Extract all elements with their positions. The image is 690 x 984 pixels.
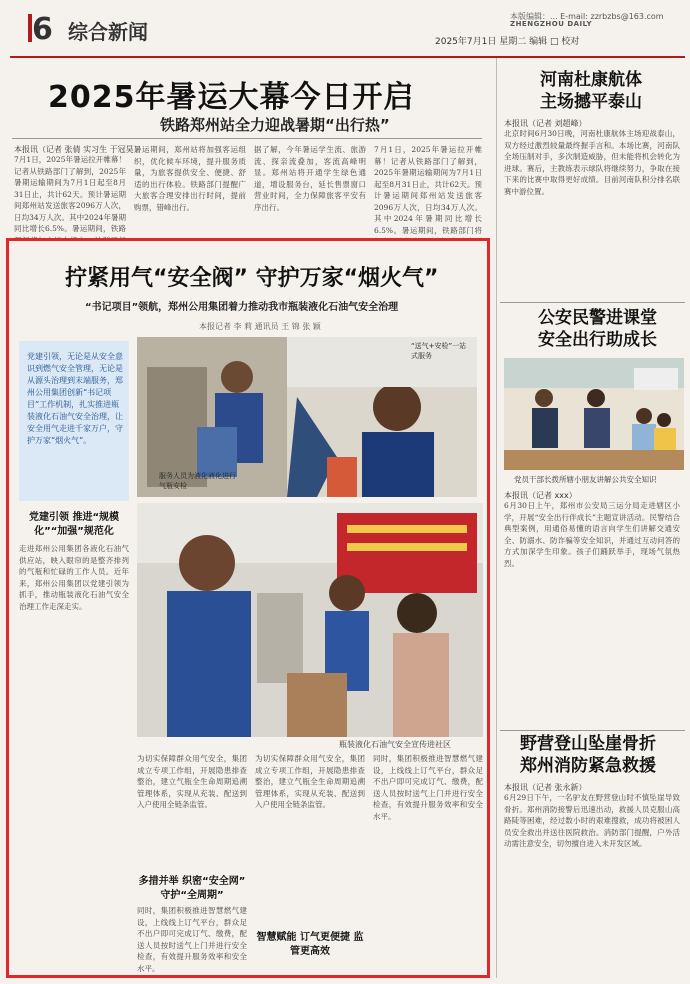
feature-byline: 本报记者 李 莉 通讯员 王 锦 张 颖 <box>199 322 321 331</box>
right-story-3-body: 6月29日下午，一名驴友在野营登山时不慎坠崖导致骨折。郑州消防接警后迅速出动，救援人员克服山高路陡等困难，经过数小时的艰难搜救，成功将被困人员安全救出并送往医院救治。消防部门提醒，户外活动需注意安全，切勿擅自进入未开发区域。 <box>504 793 680 848</box>
right-story-2-byline: 本报讯（记者 xxx） <box>504 491 577 500</box>
top-story-column-1: 7月1日，2025年暑运拉开帷幕！记者从铁路部门了解到，2025年暑期运输期间为7月1日起至8月31日止，共计62天。预计暑运期间郑州站发送旅客2096万人次，日均34万人次。其中2024年暑期同比增长6.5%。暑运期间，铁路 <box>14 155 126 233</box>
right-story-1-body: 北京时间6月30日晚，河南杜康航体主场迎战泰山，双方经过激烈较量最终握手言和。本场比赛，河南队全场压制对手，多次制造威胁，但未能将机会转化为进球。赛后，主教练表示球队将继续努力，争取在接下来的比赛中取得更好成绩。目前河南队积分排名联赛中游位置。 <box>504 129 680 196</box>
feature-annotation: “送气+安检”一站式服务 <box>411 342 467 360</box>
top-story-headline: 2025年暑运大幕今日开启 <box>48 80 415 115</box>
masthead-email: 本版编辑：... E-mail: zzrbzbs@163.com <box>510 12 664 21</box>
divider <box>500 730 685 731</box>
feature-photo-label: 服务人员为液化液化进行气瓶安检 <box>159 472 236 490</box>
right-story-2-headline-line2: 安全出行助成长 <box>538 330 657 350</box>
masthead <box>10 6 685 58</box>
top-story-column-3: 据了解，今年暑运学生流、旅游流、探亲流叠加，客流高峰明显。郑州站将开通学生绿色通道，增设服务台，延长售票窗口营业时间，全力保障旅客平安有序出行。 <box>254 145 366 212</box>
column-divider <box>496 58 497 978</box>
section-name: 综合新闻 <box>68 20 148 44</box>
top-story-column-2: 暑运期间，郑州站将加强客运组织，优化候车环境，提升服务质量，为旅客提供安全、便捷、舒适的出行体验。铁路部门提醒广大旅客合理安排出行时间，提前购票，错峰出行。 <box>134 145 246 212</box>
feature-column-2b: 同时，集团积极推进智慧燃气建设，上线线上订气平台，群众足不出户即可完成订气、缴费，配送人员按时送气上门并进行安全检查，有效提升服务效率和安全水平。 <box>137 906 247 973</box>
top-story-byline: 本报讯（记者 张倩 实习生 于冠昊） <box>14 145 142 154</box>
top-story-column-4: 7月1日，2025年暑运拉开帷幕！记者从铁路部门了解到，2025年暑期运输期间为7月1日起至8月31日止，共计62天。预计暑运期间郑州站发送旅客2096万人次，日均34万人次。其中2024年暑期同比增长6.5%。暑运期间，铁路部门将 <box>374 145 482 235</box>
feature-section-2-heading: 多措并举 织密“安全网” 守护“全周期” <box>138 876 246 901</box>
feature-lead-text: 党建引领，无论是从安全意识到燃气安全管理，无论是从源头治理到末端服务，郑州公用集团创新“书记项目”工作机制，扎实推进瓶装液化石油气安全治理，让安全用气走进千家万户，守护万家“烟火气”。 <box>27 352 123 445</box>
feature-section-3-heading: 智慧赋能 订气更便捷 监管更高效 <box>256 932 364 957</box>
newspaper-logo <box>602 12 684 36</box>
feature-headline: 拧紧用气“安全阀” 守护万家“烟火气” <box>65 266 439 291</box>
police-classroom-photo <box>504 358 684 470</box>
feature-column-3: 为切实保障群众用气安全，集团成立专项工作组，开展隐患排查整治，建立气瓶全生命周期追溯管理体系，实现从充装、配送到入户使用全链条监管。 <box>255 754 365 809</box>
page-number: 6 <box>32 12 53 47</box>
right-story-2-body: 6月30日上午，郑州市公安局三运分局走进辖区小学，开展“安全出行伴成长”主题宣讲活动。民警结合典型案例，用通俗易懂的语言向学生们讲解交通安全、防溺水、防诈骗等安全知识，并通过互动问答的方式加深学生印象。孩子们踊跃举手，现场气氛热烈。 <box>504 501 680 568</box>
feature-column-2: 为切实保障群众用气安全，集团成立专项工作组，开展隐患排查整治，建立气瓶全生命周期追溯管理体系，实现从充装、配送到入户使用全链条监管。 <box>137 754 247 809</box>
feature-section-1-heading: 党建引领 推进“规模化”“加强”规范化 <box>28 512 120 537</box>
feature-main-photo <box>137 503 483 737</box>
feature-article-box <box>6 238 490 978</box>
feature-photo-caption: 瓶装液化石油气安全宣传进社区 <box>339 740 451 749</box>
right-story-1-byline: 本报讯（记者 刘超峰） <box>504 119 587 128</box>
right-story-1-headline-line2: 主场撼平泰山 <box>540 92 642 112</box>
top-story-subhead: 铁路郑州站全力迎战暑期“出行热” <box>160 116 390 134</box>
feature-column-1: 走进郑州公用集团各液化石油气供应站，映入眼帘的是整齐排列的气瓶和忙碌的工作人员。近年来，郑州公用集团以党建引领为抓手，推动瓶装液化石油气安全治理工作走深走实。 <box>19 544 129 611</box>
right-story-3-byline: 本报讯（记者 张永新） <box>504 783 587 792</box>
feature-subhead: “书记项目”领航，郑州公用集团着力推动我市瓶装液化石油气安全治理 <box>85 302 399 313</box>
right-story-2-photo-caption: 党员干部长拨所辖小朋友讲解公共安全知识 <box>514 475 657 484</box>
divider <box>500 302 685 303</box>
feature-column-4: 同时，集团积极推进智慧燃气建设，上线线上订气平台，群众足不出户即可完成订气、缴费，配送人员按时送气上门并进行安全检查，有效提升服务效率和安全水平。 <box>373 754 483 821</box>
right-story-1-headline-line1: 河南杜康航体 <box>540 70 642 90</box>
right-story-3-headline-line1: 野营登山坠崖骨折 <box>520 734 656 754</box>
feature-lead-box <box>19 341 129 501</box>
divider <box>12 138 482 139</box>
masthead-date: 2025年7月1日 星期二 编辑 □ 校对 <box>435 37 580 47</box>
right-story-2-headline-line1: 公安民警进课堂 <box>538 308 657 328</box>
right-story-3-headline-line2: 郑州消防紧急救援 <box>520 756 656 776</box>
masthead-pinyin: ZHENGZHOU DAILY <box>510 20 593 28</box>
